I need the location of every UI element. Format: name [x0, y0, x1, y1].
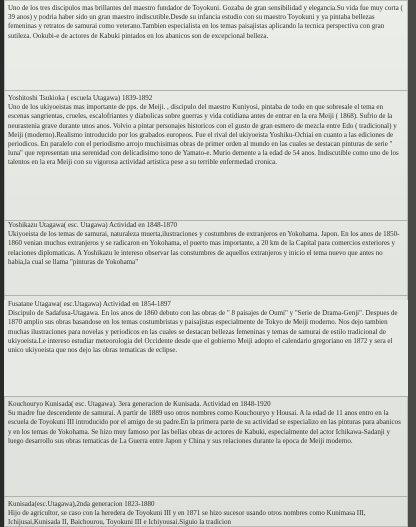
artist-heading: Kunisada(esc.Utagawa),2nda generacion 1823-1880	[8, 500, 155, 508]
artist-panel-kunisada	[4, 500, 408, 527]
info-board	[4, 0, 408, 527]
artist-panel-fusatane	[4, 300, 408, 397]
artist-bio: Hijo de agricultor, se caso con la heredera de Toyokuni III y en 1871 se hizo sucesor usando otros nombres como Kunimasa III, Ichijusai,Kunisada II, Baichourou, Toyokuni III e Ichiyousai.Siguio la tradicion	[8, 509, 366, 527]
artist-bio: Su madre fue descendente de samurai. A partir de 1889 uso otros nombres como Kouchouryo y Housai. A la edad de 11 anos entro en la escuela de Toyokuni III introducido por el amigo de su padre.En la primera parte de su actividad se especializo en las pinturas para abanicos y en los temas de Yokohama. Se hizo muy famoso por las bellas obras de actores de Kabuki, especialmente del actor Ichikawa-Sadanji y luego desarrollo sus obras tematicas de La Guerra entre Japon y China y sus relaciones durante la epoca de Meiji moderno.	[8, 409, 401, 445]
artist-heading: Yoshikazu Utagawa( esc. Utagawa) Actividad en 1848-1870	[8, 221, 177, 229]
artist-bio: Uno de los ukiyoeistas mas importante de pps. de Meiji. , discipulo del maestro Kuniyosi, pintaba de todo en que sobresale el tema en escenas sangrientas, crueles, escalofriantes y diabolicas sobre guerras y vida cotidiana antes de entrar en la era Meiji ( 1868). Sufrio de la neurastenia grave durante unos anos. Volvio a pintar personajes historicos con el gusto de gran esmero de mezcla entre Edo ( tradicional) y Meiji (moderno).Realismo introducido por los grabados europeos. Fue el rival del ukiyoeista Yoshiku-Ochiai en cuanto a las ediciones de periodicos. En paralelo con el periodismo arrojo muchisimas obras de primer orden al mundo en las cuales se destacan pinturas de serie " luna" que representan una serenidad con delicadisimo tono de Yamato-e. Murio demente a la edad de 54 anos. Indiscutible como uno de los talentos en la era Meiji con su vigorosa actividad artistica pese a su terrible enfermedad cronica.	[8, 103, 399, 167]
intro-text: Uno de los tres discipulos mas brillantes del maestro fundador de Toyokuni. Gozaba de gran sensibilidad y elegancia.Su vida fue muy corta ( 39 anos) y podria haber sido un gran maestro indiscutible.Desde su infancia estudio con su maestro Toyokuni y ya pintaba bellezas femeninas y retratos de samurai como veterano.Tambien especialista en los temas paisajistas aplicando la tecnica perspectiva con gran sutileza. Ookubi-e de actores de Kabuki pintados en los abanicos son de excepcional belleza.	[8, 4, 403, 40]
artist-heading: Fusatane Utagawa( esc.Utagawa) Actividad en 1854-1897	[8, 300, 171, 308]
intro-panel	[4, 4, 408, 91]
artist-bio: Ukiyoeista de los temas de samurai, naturaleza muerta,ilustraciones y costumbres de extranjeros en Yokohama. Japon. En los anos de 1850-1860 venian muchos extranjeros y se radicaron en Yokohama, el puerto mas importante, a 20 km de la Capital para comercios exteriores y relaciones diplomaticas. A Yoshikazu le intereso observar las constumbres de aquellos extranjeros y inicio el tema nuevo que antes no habia,la cual se llama "pinturas de Yokohama"	[8, 230, 400, 266]
artist-heading: Kouchouryo Kunisada( esc. Utagawa). 3era generacion de Kunisada. Actividad en 1848-1920	[8, 400, 271, 408]
right-frame-edge	[408, 0, 416, 527]
artist-panel-yoshitoshi	[4, 94, 408, 221]
artist-heading: Yoshitoshi Tsukioka ( escuela Utagawa) 1839-1892	[8, 94, 153, 102]
artist-panel-yoshikazu	[4, 221, 408, 296]
artist-bio: Discipulo de Sadafusa-Utagawa. En los anos de 1860 debuto con las obras de " 8 paisajes de Oumi" y "Serie de Drama-Genji". Despues de 1870 amplio sus obras basandose en los temas costumbristas y paisajistas especialmente de Tokyo de Meiji moderno. Nos dejo tambien muchas ilustraciones para novelas y periodicos en las cuales se destacan bellezas femeninas y temas de samurai de estilo tradicional de ukiyoeista.Le intereso estudiar meteorologia del Occidente desde que el gobierno Meiji adopto el calendario gregoriano en 1872 y sera el unico ukiyoeista que nos dejo las obras tematicas de eclipse.	[8, 309, 398, 355]
artist-panel-kouchouryo	[4, 400, 408, 497]
